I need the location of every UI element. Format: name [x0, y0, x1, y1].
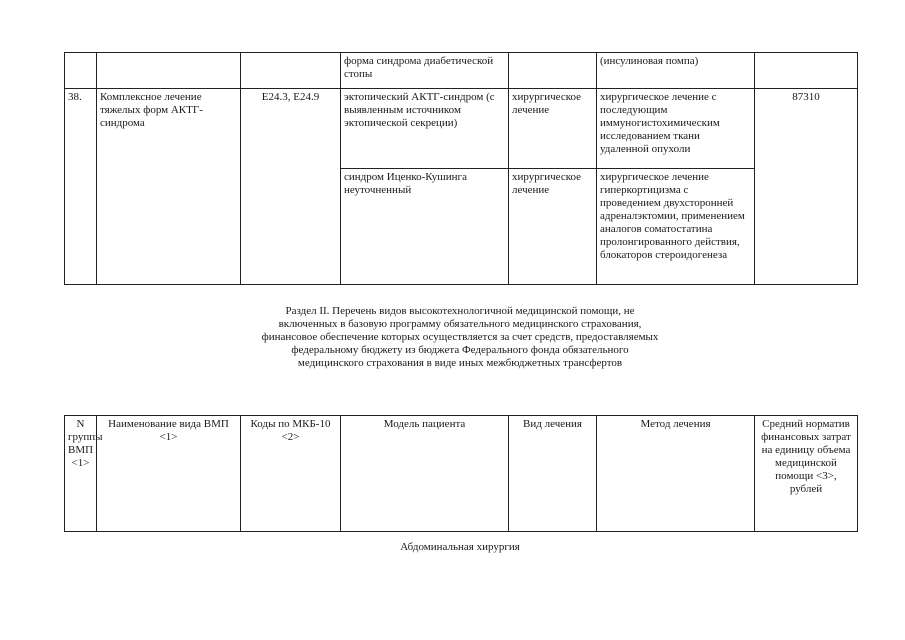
- cell-empty: [241, 53, 341, 89]
- cell-treatment: хирургическое лечение: [509, 169, 597, 285]
- cell-empty: [755, 53, 858, 89]
- cell-cost: 87310: [755, 89, 858, 285]
- col-number-header: N группы ВМП <1>: [65, 416, 97, 532]
- cell-patient-model: синдром Иценко-Кушинга неуточненный: [341, 169, 509, 285]
- cell-empty: [65, 53, 97, 89]
- table-row: [65, 53, 858, 89]
- cell-method: хирургическое лечение гиперкортицизма с проведением двухсторонней адреналэктомии, применением аналогов соматостатина пролонгированного действия, блокаторов стероидогенеза: [597, 169, 755, 285]
- cell-number: 38.: [65, 89, 97, 285]
- cell-name: Комплексное лечение тяжелых форм АКТГ-синдрома: [97, 89, 241, 285]
- col-patient-model-header: Модель пациента: [341, 416, 509, 532]
- cell-method: хирургическое лечение с последующим иммуногистохимическим исследованием ткани удаленной опухоли: [597, 89, 755, 169]
- cell-patient-model: эктопический АКТГ-синдром (с выявленным источником эктопической секреции): [341, 89, 509, 169]
- subtitle: Абдоминальная хирургия: [400, 541, 520, 553]
- col-codes-header: Коды по МКБ-10 <2>: [241, 416, 341, 532]
- table-row: [65, 89, 858, 169]
- col-name-header: Наименование вида ВМП <1>: [97, 416, 241, 532]
- cell-treatment: хирургическое лечение: [509, 89, 597, 169]
- col-cost-header: Средний норматив финансовых затрат на единицу объема медицинской помощи <3>, рублей: [755, 416, 858, 532]
- table-header-row: [65, 416, 858, 532]
- header-table: [64, 415, 858, 532]
- cell-codes: E24.3, E24.9: [241, 89, 341, 285]
- cell-method: (инсулиновая помпа): [597, 53, 755, 89]
- col-method-header: Метод лечения: [597, 416, 755, 532]
- cell-empty: [97, 53, 241, 89]
- col-treatment-header: Вид лечения: [509, 416, 597, 532]
- cell-empty: [509, 53, 597, 89]
- section-title: Раздел II. Перечень видов высокотехнологичной медицинской помощи, не включенных в базовую программу обязательного медицинского страхования, финансовое обеспечение которых осуществляется за счет средств, предоставляемых федеральному бюджету из бюджета Федерального фонда обязательного медицинского страхования в виде иных межбюджетных трансфертов: [261, 305, 659, 369]
- top-table: [64, 52, 858, 285]
- cell-patient-model: форма синдрома диабетической стопы: [341, 53, 509, 89]
